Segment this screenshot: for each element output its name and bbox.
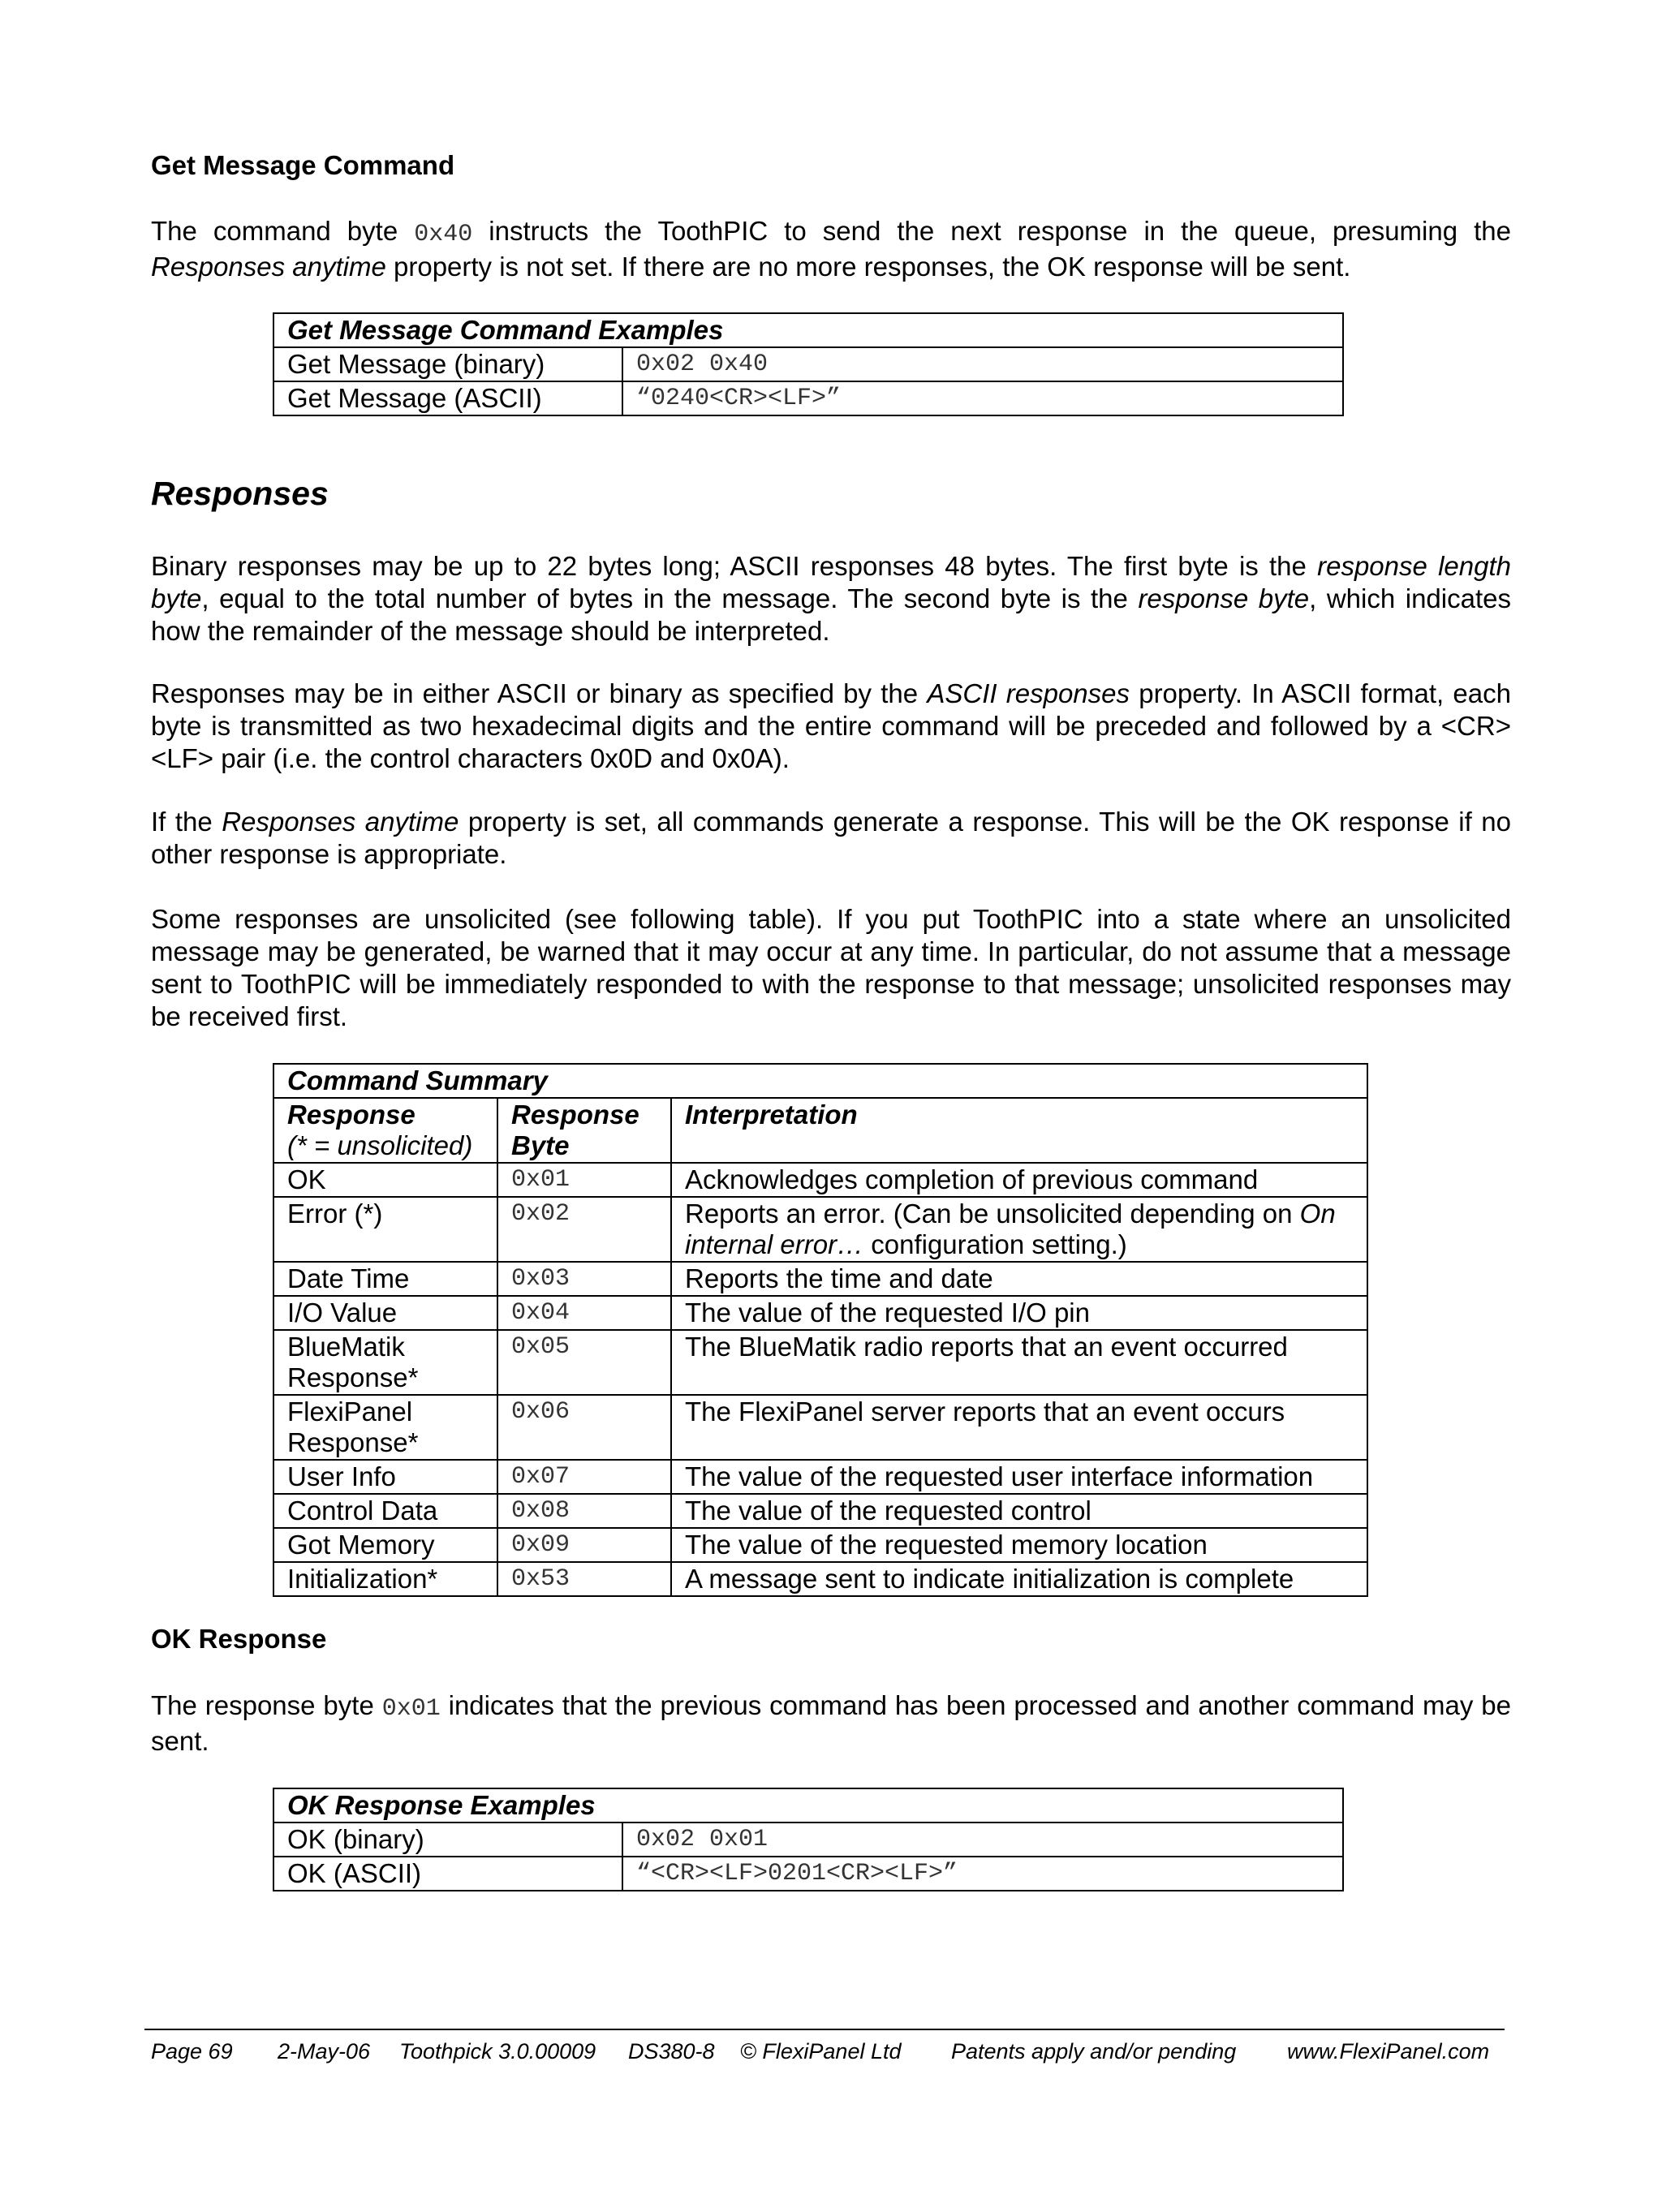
table-row: Initialization* 0x53 A message sent to indicate initialization is complete [273, 1562, 1367, 1596]
table-header-row: Response (* = unsolicited) Response Byte Interpretation [273, 1098, 1367, 1163]
footer-date: 2-May-06 [278, 2039, 371, 2064]
table-row: Error (*) 0x02 Reports an error. (Can be unsolicited depending on On internal error… configuration setting.) [273, 1197, 1367, 1262]
footer-url[interactable]: www.FlexiPanel.com [1287, 2039, 1490, 2064]
table-row: OK 0x01 Acknowledges completion of previous command [273, 1163, 1367, 1197]
table-row: I/O Value 0x04 The value of the requested I/O pin [273, 1296, 1367, 1330]
get-message-examples-table [273, 312, 1344, 416]
footer-patents: Patents apply and/or pending [951, 2039, 1237, 2064]
table-row: FlexiPanel Response* 0x06 The FlexiPanel server reports that an event occurs [273, 1395, 1367, 1460]
footer-page-number: Page 69 [151, 2039, 233, 2064]
command-summary-table [273, 1063, 1368, 1597]
responses-heading: Responses [151, 475, 329, 512]
table-row: Control Data 0x08 The value of the requested control [273, 1494, 1367, 1528]
table-row: Got Memory 0x09 The value of the requested memory location [273, 1528, 1367, 1562]
ok-response-heading: OK Response [151, 1624, 327, 1654]
page [151, 0, 1511, 2212]
table-title: OK Response Examples [273, 1788, 1343, 1823]
table-row: OK (binary) 0x02 0x01 [273, 1823, 1343, 1857]
footer-rule [144, 2029, 1505, 2030]
table-row: BlueMatik Response* 0x05 The BlueMatik radio reports that an event occurred [273, 1330, 1367, 1395]
get-message-paragraph: The command byte 0x40 instructs the ToothPIC to send the next response in the queue, presuming the Responses anytime property is not set. If there are no more responses, the OK response will be sent. [151, 216, 1511, 282]
table-row: OK (ASCII) “<CR><LF>0201<CR><LF>” [273, 1857, 1343, 1891]
table-row: Get Message (ASCII) “0240<CR><LF>” [273, 381, 1343, 415]
footer-doc-id: DS380-8 [628, 2039, 715, 2064]
responses-paragraph-1: Binary responses may be up to 22 bytes long; ASCII responses 48 bytes. The first byte is the response length byte, equal to the total number of bytes in the message. The second byte is the response byte, which indicates how the remainder of the message should be interpreted. [151, 551, 1511, 646]
get-message-heading: Get Message Command [151, 150, 455, 180]
ok-response-examples-table [273, 1788, 1344, 1891]
footer-product: Toothpick 3.0.00009 [399, 2039, 596, 2064]
ok-response-paragraph: The response byte 0x01 indicates that the previous command has been processed and another command may be sent. [151, 1690, 1511, 1756]
table-row: User Info 0x07 The value of the requested user interface information [273, 1460, 1367, 1494]
table-row: Date Time 0x03 Reports the time and date [273, 1262, 1367, 1296]
responses-paragraph-3: If the Responses anytime property is set, all commands generate a response. This will be the OK response if no other response is appropriate. [151, 807, 1511, 869]
responses-paragraph-2: Responses may be in either ASCII or binary as specified by the ASCII responses property. In ASCII format, each byte is transmitted as two hexadecimal digits and the entire command will be preceded and followed by a <CR><LF> pair (i.e. the control characters 0x0D and 0x0A). [151, 678, 1511, 773]
responses-paragraph-4: Some responses are unsolicited (see following table). If you put ToothPIC into a state where an unsolicited message may be generated, be warned that it may occur at any time. In particular, do not assume that a message sent to ToothPIC will be immediately responded to with the response to that message; unsolicited responses may be received first. [151, 904, 1511, 1031]
table-title: Get Message Command Examples [273, 313, 1343, 347]
footer-copyright: © FlexiPanel Ltd [740, 2039, 902, 2064]
table-title: Command Summary [273, 1064, 1367, 1098]
table-row: Get Message (binary) 0x02 0x40 [273, 347, 1343, 381]
